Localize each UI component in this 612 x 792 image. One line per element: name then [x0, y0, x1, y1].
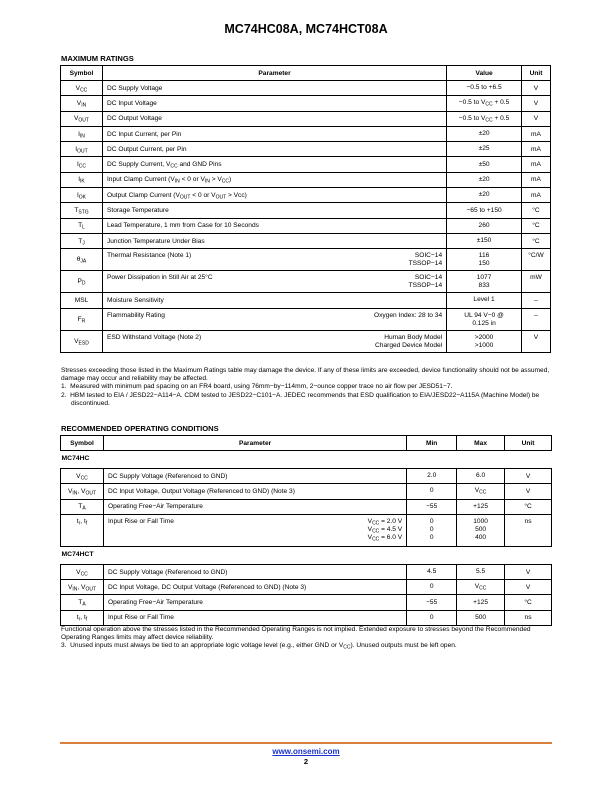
- parameter-cell: Operating Free−Air Temperature: [103, 499, 406, 514]
- group-label: MC74HCT: [61, 550, 94, 558]
- symbol-cell: $F_R$: [61, 308, 103, 330]
- value-cell: ±25: [447, 142, 522, 157]
- unit-cell: °C: [505, 499, 552, 514]
- symbol-cell: $T_A$: [61, 499, 104, 514]
- min-cell: 0: [407, 484, 457, 499]
- symbol-cell: $I_{CC}$: [61, 157, 103, 172]
- value-cell: −0.5 to $V_{CC} + 0.5$: [447, 96, 522, 111]
- group-row: [61, 546, 552, 564]
- parameter-cell: DC Supply Voltage (Referenced to GND): [103, 564, 406, 579]
- table-row: [61, 499, 552, 514]
- value-cell: ±20: [447, 172, 522, 187]
- symbol-cell: $\theta_{JA}$: [61, 249, 103, 271]
- page-title: MC74HC08A, MC74HCT08A: [224, 22, 388, 36]
- table-header-row: [61, 66, 551, 81]
- parameter-cell: DC Supply Voltage: [102, 81, 446, 96]
- table-row: [61, 111, 551, 126]
- table-row: [61, 157, 551, 172]
- table-row: [61, 595, 552, 610]
- column-header: Unit: [505, 436, 552, 451]
- symbol-cell: $T_J$: [61, 233, 103, 248]
- roc-notes: [61, 626, 553, 651]
- unit-cell: ns: [505, 514, 552, 546]
- value-cell: 1077 833: [447, 271, 522, 293]
- parameter-cell: DC Input Voltage, DC Output Voltage (Referenced to GND) (Note 3): [103, 580, 406, 595]
- unit-cell: °C: [521, 233, 550, 248]
- symbol-cell: $V_{IN}$, $V_{OUT}$: [61, 580, 104, 595]
- min-cell: 2.0: [407, 469, 457, 484]
- parameter-cell: Lead Temperature, 1 mm from Case for 10 Seconds: [102, 218, 446, 233]
- symbol-cell: $t_r$, $t_f$: [61, 514, 104, 546]
- table-row: [61, 514, 552, 546]
- symbol-cell: $I_{IK}$: [61, 172, 103, 187]
- parameter-cell: Operating Free−Air Temperature: [103, 595, 406, 610]
- stress-note: Stresses exceeding those listed in the Maximum Ratings table may damage the device. If any of these limits are exceeded, device functionality should not be assumed, damage may occur and reliability may be affected.: [61, 367, 550, 383]
- unit-cell: mA: [521, 157, 550, 172]
- parameter-cell: Junction Temperature Under Bias: [102, 233, 446, 248]
- unit-cell: mA: [521, 126, 550, 141]
- min-cell: 0 0 0: [407, 514, 457, 546]
- parameter-cell: Human Body Model Charged Device Model ESD Withstand Voltage (Note 2): [102, 330, 446, 352]
- parameter-cell: DC Supply Current, $V_{CC}$ and GND Pins: [102, 157, 446, 172]
- unit-cell: ns: [505, 610, 552, 625]
- symbol-cell: $t_r$, $t_f$: [61, 610, 104, 625]
- group-label: MC74HC: [61, 455, 90, 462]
- max-ratings-notes: [61, 367, 553, 408]
- symbol-cell: $V_{CC}$: [61, 81, 103, 96]
- table-row: [61, 564, 552, 579]
- table-row: [61, 81, 551, 96]
- unit-cell: °C: [521, 218, 550, 233]
- table-row: [61, 293, 551, 308]
- note-3: 3. Unused inputs must always be tied to an appropriate logic voltage level (e.g., either GND or $V_{CC}$). Unused outputs must be left open.: [61, 642, 457, 651]
- symbol-cell: $V_{OUT}$: [61, 111, 103, 126]
- symbol-cell: $T_L$: [61, 218, 103, 233]
- symbol-cell: $P_D$: [61, 271, 103, 293]
- table-row: [61, 142, 551, 157]
- value-cell: −65 to +150: [447, 203, 522, 218]
- table-row: [61, 126, 551, 141]
- table-row: [61, 484, 552, 499]
- column-header: Min: [407, 436, 457, 451]
- symbol-cell: $T_{STG}$: [61, 203, 103, 218]
- symbol-cell: $V_{CC}$: [61, 564, 104, 579]
- functional-note: Functional operation above the stresses listed in the Recommended Operating Ranges is not implied. Extended exposure to stresses beyond the Recommended Operating Ranges limits may affect device reliability.: [61, 626, 531, 642]
- value-cell: UL 94 V−0 @ 0.125 in: [447, 308, 522, 330]
- unit-cell: mA: [521, 188, 550, 203]
- max-cell: +125: [457, 499, 505, 514]
- unit-cell: mW: [521, 271, 550, 293]
- group-row: [61, 451, 552, 469]
- value-cell: >2000 >1000: [447, 330, 522, 352]
- min-cell: 0: [407, 610, 457, 625]
- symbol-cell: $V_{CC}$: [61, 469, 104, 484]
- min-cell: −55: [407, 595, 457, 610]
- unit-cell: V: [521, 96, 550, 111]
- max-cell: 500: [457, 610, 505, 625]
- min-cell: 4.5: [407, 564, 457, 579]
- max-cell: +125: [457, 595, 505, 610]
- max-cell: 1000 500 400: [457, 514, 505, 546]
- symbol-cell: MSL: [61, 293, 103, 308]
- unit-cell: V: [521, 111, 550, 126]
- table-row: [61, 233, 551, 248]
- value-cell: ±20: [447, 126, 522, 141]
- parameter-cell: Input Rise or Fall Time: [103, 610, 406, 625]
- table-row: [61, 308, 551, 330]
- unit-cell: V: [505, 564, 552, 579]
- table-row: [61, 249, 551, 271]
- parameter-cell: DC Output Voltage: [102, 111, 446, 126]
- column-header: Symbol: [61, 436, 104, 451]
- unit-cell: V: [505, 469, 552, 484]
- value-cell: −0.5 to $V_{CC} + 0.5$: [447, 111, 522, 126]
- unit-cell: V: [505, 580, 552, 595]
- unit-cell: –: [521, 308, 550, 330]
- website-link[interactable]: www.onsemi.com: [272, 747, 340, 756]
- column-header: Parameter: [102, 66, 446, 81]
- symbol-cell: $I_{OUT}$: [61, 142, 103, 157]
- unit-cell: °C/W: [521, 249, 550, 271]
- column-header: Max: [457, 436, 505, 451]
- symbol-cell: $V_{IN}$, $V_{OUT}$: [61, 484, 104, 499]
- parameter-cell: SOIC−14 TSSOP−14 Power Dissipation in Still Air at 25°C: [102, 271, 446, 293]
- table-row: [61, 610, 552, 625]
- unit-cell: V: [521, 81, 550, 96]
- table-header-row: [61, 436, 552, 451]
- note-1: 1. Measured with minimum pad spacing on an FR4 board, using 76mm−by−114mm, 2−ounce copper trace no air flow per JESD51−7.: [61, 383, 453, 391]
- parameter-cell: Oxygen Index: 28 to 34 Flammability Rating: [102, 308, 446, 330]
- parameter-cell: DC Input Current, per Pin: [102, 126, 446, 141]
- value-cell: ±50: [447, 157, 522, 172]
- column-header: Unit: [521, 66, 550, 81]
- symbol-cell: $V_{IN}$: [61, 96, 103, 111]
- table-row: [61, 96, 551, 111]
- symbol-cell: $T_A$: [61, 595, 104, 610]
- note-2: 2. HBM tested to EIA / JESD22−A114−A. CDM tested to JESD22−C101−A. JEDEC recommends that ESD qualification to EIA/JESD22−A115A (Machine Model) be discontinued.: [61, 391, 540, 407]
- parameter-cell: Output Clamp Current ($V_{OUT} < 0$ or $V_{OUT} > Vcc$): [102, 188, 446, 203]
- table-row: [61, 580, 552, 595]
- column-header: Value: [447, 66, 522, 81]
- roc-heading: RECOMMENDED OPERATING CONDITIONS: [61, 424, 219, 433]
- table-row: [61, 330, 551, 352]
- max-cell: 6.0: [457, 469, 505, 484]
- table-row: [61, 188, 551, 203]
- recommended-operating-conditions-table: [60, 435, 552, 626]
- min-cell: −55: [407, 499, 457, 514]
- table-row: [61, 218, 551, 233]
- parameter-cell: DC Input Voltage, Output Voltage (Referenced to GND) (Note 3): [103, 484, 406, 499]
- parameter-cell: SOIC−14 TSSOP−14 Thermal Resistance (Note 1): [102, 249, 446, 271]
- unit-cell: °C: [521, 203, 550, 218]
- unit-cell: V: [505, 484, 552, 499]
- parameter-cell: Input Clamp Current ($V_{IN} < 0$ or $V_{IN} > V_{CC}$): [102, 172, 446, 187]
- symbol-cell: $V_{ESD}$: [61, 330, 103, 352]
- value-cell: −0.5 to +6.5: [447, 81, 522, 96]
- max-cell: 5.5: [457, 564, 505, 579]
- max-ratings-table: [60, 65, 551, 353]
- unit-cell: –: [521, 293, 550, 308]
- parameter-cell: $V_{CC} = 2.0$ V $V_{CC} = 4.5$ V $V_{CC} = 6.0$ V Input Rise or Fall Time: [103, 514, 406, 546]
- unit-cell: °C: [505, 595, 552, 610]
- parameter-cell: Moisture Sensitivity: [102, 293, 446, 308]
- unit-cell: mA: [521, 172, 550, 187]
- table-row: [61, 172, 551, 187]
- page-number: 2: [303, 757, 309, 766]
- value-cell: 116 150: [447, 249, 522, 271]
- max-cell: $V_{CC}$: [457, 580, 505, 595]
- value-cell: ±20: [447, 188, 522, 203]
- unit-cell: mA: [521, 142, 550, 157]
- value-cell: Level 1: [447, 293, 522, 308]
- max-cell: $V_{CC}$: [457, 484, 505, 499]
- parameter-cell: Storage Temperature: [102, 203, 446, 218]
- value-cell: 260: [447, 218, 522, 233]
- parameter-cell: DC Supply Voltage (Referenced to GND): [103, 469, 406, 484]
- min-cell: 0: [407, 580, 457, 595]
- parameter-cell: DC Output Current, per Pin: [102, 142, 446, 157]
- value-cell: ±150: [447, 233, 522, 248]
- table-row: [61, 271, 551, 293]
- max-ratings-heading: MAXIMUM RATINGS: [61, 54, 134, 63]
- column-header: Symbol: [61, 66, 103, 81]
- column-header: Parameter: [103, 436, 406, 451]
- table-row: [61, 469, 552, 484]
- unit-cell: V: [521, 330, 550, 352]
- symbol-cell: $I_{OK}$: [61, 188, 103, 203]
- symbol-cell: $I_{IN}$: [61, 126, 103, 141]
- table-row: [61, 203, 551, 218]
- footer-divider: [60, 742, 552, 744]
- parameter-cell: DC Input Voltage: [102, 96, 446, 111]
